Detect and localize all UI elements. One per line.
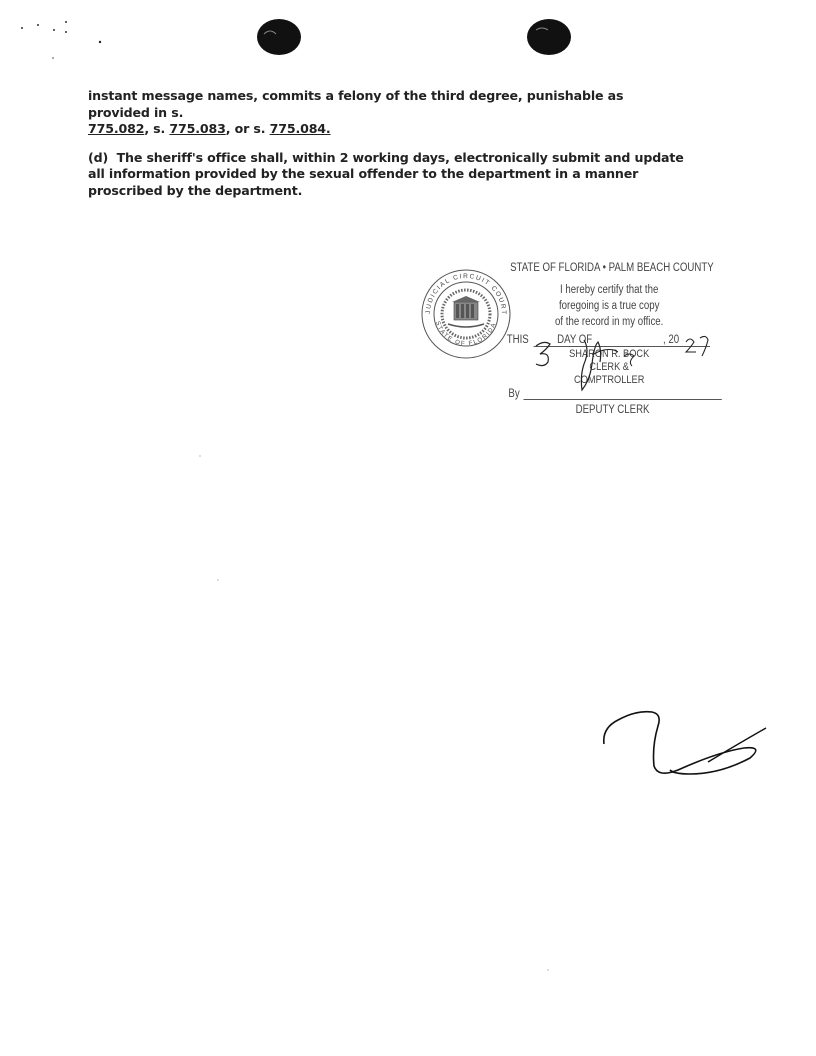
punch-hole-left: [254, 16, 304, 58]
statute-ref-775-082: 775.082: [88, 121, 145, 136]
statute-ref-775-083: 775.083: [169, 121, 226, 136]
felony-text: instant message names, commits a felony of the third degree, punishable as provided in s.: [88, 88, 624, 120]
stamp-by-label: By: [508, 388, 520, 400]
stamp-day-of-label: DAY OF: [557, 334, 593, 346]
ref-separator: , or s.: [225, 121, 270, 136]
stamp-year-prefix: , 20: [662, 334, 680, 346]
stamp-deputy-label: DEPUTY CLERK: [575, 404, 650, 416]
clerk-name: SHARON R. BOCK: [569, 348, 650, 360]
statute-paragraph-d: [88, 150, 688, 200]
seal-bottom-text: STATE OF FLORIDA: [433, 320, 498, 348]
certify-line-1: I hereby certify that the: [560, 284, 659, 296]
stamp-this-label: THIS: [506, 334, 529, 346]
statute-text: [88, 88, 688, 199]
handwritten-date-and-initials: [524, 294, 724, 404]
certify-line-3: of the record in my office.: [555, 316, 664, 328]
statute-paragraph-felony: [88, 88, 688, 138]
sheriff-text: The sheriff's office shall, within 2 working days, electronically submit and update all information provided by the sexual offender to the department in a manner proscribed by the department.: [88, 149, 684, 198]
punch-hole-right: [522, 16, 572, 58]
stamp-state-line: STATE OF FLORIDA • PALM BEACH COUNTY: [510, 262, 714, 274]
ref-separator: , s.: [144, 121, 170, 136]
handwritten-signature: [596, 700, 776, 790]
certify-line-2: foregoing is a true copy: [558, 300, 660, 312]
seal-outer-text: JUDICIAL CIRCUIT COURT: [424, 272, 508, 316]
statute-ref-775-084: 775.084.: [269, 121, 331, 136]
clerk-title: CLERK & COMPTROLLER: [574, 361, 645, 386]
paragraph-label: (d): [88, 149, 109, 165]
court-seal: [418, 266, 514, 362]
